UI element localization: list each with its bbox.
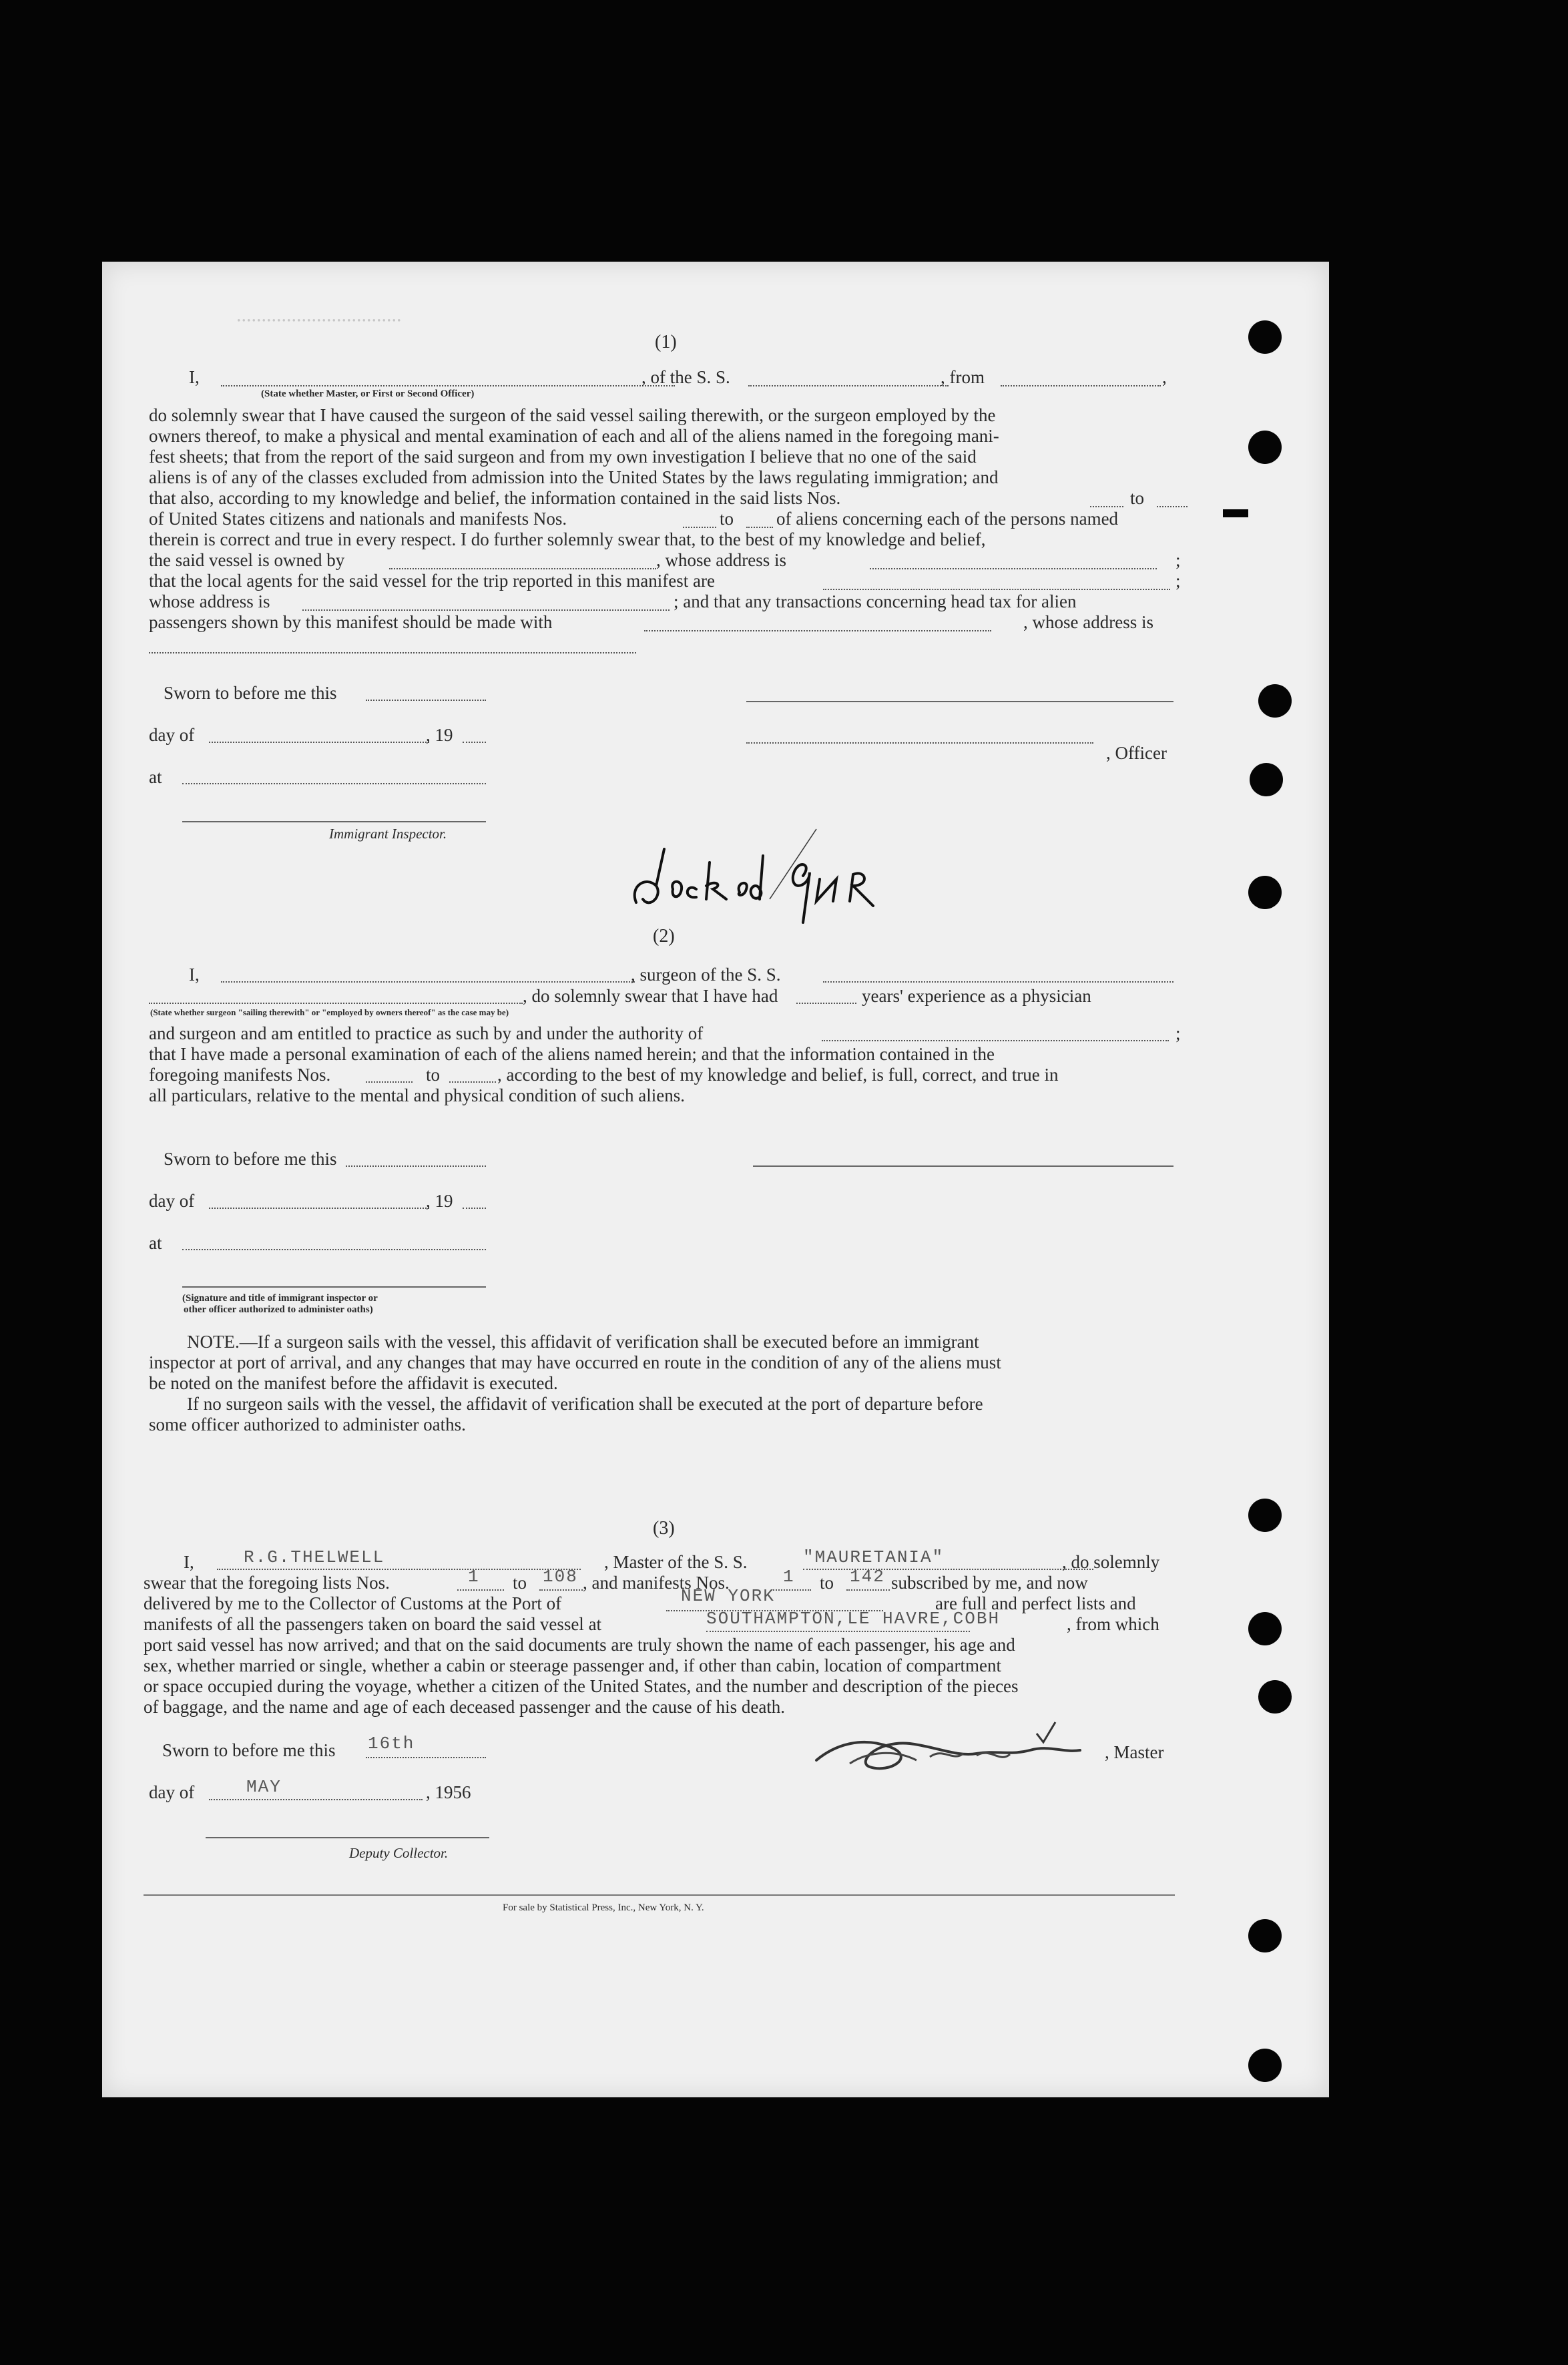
s3-list-from-blank[interactable] <box>457 1589 504 1591</box>
s2-day-blank[interactable] <box>209 1208 429 1209</box>
manifests-all-label: manifests of all the passengers taken on board the said vessel at <box>144 1614 602 1634</box>
s3-body-line: port said vessel has now arrived; and that on the said documents are truly shown the name of each passenger, his age and <box>144 1635 1015 1655</box>
list-from-value: 1 <box>468 1567 480 1587</box>
s1-year-label: , 19 <box>426 725 453 745</box>
to-label: to <box>1130 488 1145 508</box>
s2-sworn-blank[interactable] <box>346 1165 486 1167</box>
to-label: to <box>513 1573 527 1593</box>
from-label: , from <box>941 367 985 387</box>
s2-sworn-label: Sworn to before me this <box>164 1149 337 1169</box>
according-label: , according to the best of my knowledge and belief, is full, correct, and true in <box>497 1065 1059 1085</box>
binder-hole <box>1248 876 1282 909</box>
binder-hole <box>1248 1919 1282 1952</box>
s2-from-blank[interactable] <box>366 1081 413 1083</box>
list-to-value: 108 <box>543 1567 578 1587</box>
signature-hint: (Signature and title of immigrant inspector or <box>182 1293 378 1304</box>
s1-at-label: at <box>149 767 162 787</box>
master-name-value: R.G.THELWELL <box>244 1547 385 1567</box>
years-blank[interactable] <box>796 1003 856 1004</box>
s1-body-line: fest sheets; that from the report of the said surgeon and from my own investigation I believe that no one of the said <box>149 447 977 467</box>
s1-body-line: whose address is <box>149 591 270 611</box>
s2-year-label: , 19 <box>426 1191 453 1211</box>
officer-name-blank[interactable] <box>221 385 675 386</box>
s3-sworn-label: Sworn to before me this <box>162 1740 336 1760</box>
particulars-line: all particulars, relative to the mental and physical condition of such aliens. <box>149 1085 685 1105</box>
master-hint: (State whether Master, or First or Second Officer) <box>261 388 475 399</box>
s1-body-line: the said vessel is owned by <box>149 550 345 570</box>
s2-year-blank[interactable] <box>463 1208 486 1209</box>
s2-inspector-line[interactable] <box>182 1286 486 1288</box>
agents-address-blank[interactable] <box>302 609 670 611</box>
s1-day-blank[interactable] <box>209 742 429 743</box>
s3-manifest-from-blank[interactable] <box>771 1589 811 1591</box>
ports-from-value: SOUTHAMPTON,LE HAVRE,COBH <box>706 1609 1001 1629</box>
s1-body-line: therein is correct and true in every respect. I do further solemnly swear that, to the best of my knowledge and belief, <box>149 529 986 549</box>
s2-at-label: at <box>149 1233 162 1253</box>
s3-day-blank[interactable] <box>209 1799 423 1800</box>
agents-blank[interactable] <box>823 589 1170 590</box>
signature-hint: other officer authorized to administer oaths) <box>184 1304 373 1315</box>
manifest-page <box>102 262 1329 2097</box>
note-line: If no surgeon sails with the vessel, the affidavit of verification shall be executed at the port of departure before <box>187 1394 983 1414</box>
master-name-blank[interactable] <box>217 1569 581 1570</box>
s3-body-line: of baggage, and the name and age of each deceased passenger and the cause of his death. <box>144 1697 786 1717</box>
to-label: to <box>720 509 734 529</box>
binder-hole <box>1258 684 1292 718</box>
subscribed-label: subscribed by me, and now <box>891 1573 1088 1593</box>
surgeon-of-label: , surgeon of the S. S. <box>631 965 781 985</box>
full-perfect-label: are full and perfect lists and <box>935 1593 1136 1613</box>
s3-lists-label: swear that the foregoing lists Nos. <box>144 1573 390 1593</box>
printer-footer: For sale by Statistical Press, Inc., New York, N. Y. <box>503 1902 704 1913</box>
from-blank[interactable] <box>1001 385 1161 386</box>
s1-year-blank[interactable] <box>463 742 486 743</box>
of-aliens-label: of aliens concerning each of the persons named <box>776 509 1119 529</box>
s2-swear-label: , do solemnly swear that I have had <box>523 986 778 1006</box>
month-value: MAY <box>246 1777 282 1797</box>
s2-signature-line[interactable] <box>753 1165 1173 1167</box>
s3-sworn-blank[interactable] <box>366 1757 486 1758</box>
officer-blank[interactable] <box>746 742 1093 744</box>
master-label: , Master <box>1105 1742 1164 1762</box>
bleed-through-text: ................................. <box>236 316 401 332</box>
s3-body-line: sex, whether married or single, whether a cabin or steerage passenger and, if other than cabin, location of compartment <box>144 1655 1002 1675</box>
examination-line: that I have made a personal examination of each of the aliens named herein; and that the information contained in the <box>149 1044 995 1064</box>
head-tax-label: ; and that any transactions concerning head tax for alien <box>674 591 1077 611</box>
from-which-label: , from which <box>1067 1614 1159 1634</box>
manifests-from-blank[interactable] <box>683 527 716 528</box>
ship-name-blank[interactable] <box>748 385 949 386</box>
s3-swear-label: , do solemnly <box>1062 1552 1160 1572</box>
s1-body-line: passengers shown by this manifest should be made with <box>149 612 553 632</box>
lists-to-blank[interactable] <box>1157 506 1188 507</box>
binder-hole <box>1250 763 1283 796</box>
note-line: NOTE.—If a surgeon sails with the vessel, this affidavit of verification shall be executed before an immigrant <box>187 1332 979 1352</box>
lists-from-blank[interactable] <box>1090 506 1123 507</box>
head-tax-blank[interactable] <box>644 630 991 631</box>
handwritten-annotation <box>616 822 896 936</box>
s2-day-of-label: day of <box>149 1191 195 1211</box>
surgeon-name-blank[interactable] <box>221 981 635 983</box>
binder-hole <box>1248 320 1282 354</box>
officer-label: , Officer <box>1106 743 1167 763</box>
to-label: to <box>426 1065 441 1085</box>
sworn-day-value: 16th <box>368 1734 415 1754</box>
s1-sworn-label: Sworn to before me this <box>164 683 337 703</box>
s3-manifest-to-blank[interactable] <box>846 1589 890 1591</box>
binder-hole <box>1258 1680 1292 1714</box>
s2-i-label: I, <box>189 965 200 985</box>
inspector-label: Immigrant Inspector. <box>329 826 447 842</box>
semicolon: ; <box>1175 571 1181 591</box>
s1-day-of-label: day of <box>149 725 195 745</box>
binder-mark <box>1223 509 1248 517</box>
head-tax-address-blank[interactable] <box>149 652 636 653</box>
manifest-to-value: 142 <box>850 1567 885 1587</box>
s3-body-line: or space occupied during the voyage, whether a citizen of the United States, and the number and description of the pieces <box>144 1676 1019 1696</box>
s1-body-line: aliens is of any of the classes excluded from admission into the United States by the laws regulating immigration; and <box>149 467 999 487</box>
section-1-number: (1) <box>655 332 677 352</box>
semicolon: ; <box>1175 1023 1181 1043</box>
section-2-number: (2) <box>653 926 675 947</box>
section-1-line-1: I, <box>189 367 200 387</box>
owner-address-blank[interactable] <box>870 568 1157 569</box>
s3-year-label: , 1956 <box>426 1782 471 1802</box>
s1-body-line: of United States citizens and nationals and manifests Nos. <box>149 509 567 529</box>
master-of-label: , Master of the S. S. <box>604 1552 748 1572</box>
semicolon: ; <box>1175 550 1181 570</box>
of-ss-label: , of the S. S. <box>641 367 730 387</box>
s1-at-blank[interactable] <box>182 783 486 784</box>
to-label: to <box>820 1573 834 1593</box>
whose-address-label: , whose address is <box>1023 612 1153 632</box>
binder-hole <box>1248 1499 1282 1532</box>
manifests-to-blank[interactable] <box>746 527 773 528</box>
s2-to-blank[interactable] <box>449 1081 496 1083</box>
section-3-number: (3) <box>653 1518 675 1539</box>
s1-body-line: owners thereof, to make a physical and mental examination of each and all of the aliens named in the foregoing mani- <box>149 426 999 446</box>
authority-blank[interactable] <box>822 1040 1169 1041</box>
note-line: be noted on the manifest before the affidavit is executed. <box>149 1373 558 1393</box>
inspector-signature-line[interactable] <box>182 821 486 822</box>
deputy-signature-line[interactable] <box>206 1837 489 1838</box>
comma: , <box>1162 367 1167 387</box>
ports-from-blank[interactable] <box>706 1631 970 1632</box>
deputy-label: Deputy Collector. <box>349 1845 449 1861</box>
authority-label: and surgeon and am entitled to practice as such by and under the authority of <box>149 1023 704 1043</box>
surgeon-hint: (State whether surgeon "sailing therewith" or "employed by owners thereof" as the case may be) <box>150 1007 509 1017</box>
binder-hole <box>1248 2049 1282 2082</box>
s3-list-to-blank[interactable] <box>539 1589 583 1591</box>
years-label: years' experience as a physician <box>862 986 1091 1006</box>
s1-signature-line[interactable] <box>746 701 1173 702</box>
s1-body-line: that the local agents for the said vessel for the trip reported in this manifest are <box>149 571 715 591</box>
s3-i-label: I, <box>184 1552 194 1572</box>
whose-address-label: , whose address is <box>656 550 786 570</box>
master-signature <box>810 1710 1090 1784</box>
note-line: some officer authorized to administer oaths. <box>149 1414 466 1434</box>
s2-ship-blank[interactable] <box>823 981 1173 983</box>
owner-blank[interactable] <box>389 568 656 569</box>
binder-hole <box>1248 431 1282 464</box>
note-line: inspector at port of arrival, and any changes that may have occurred en route in the condition of any of the aliens must <box>149 1352 1001 1372</box>
s3-ship-blank[interactable] <box>803 1569 1093 1570</box>
s1-body-line: that also, according to my knowledge and belief, the information contained in the said lists Nos. <box>149 488 841 508</box>
manifests-label: , and manifests Nos. <box>583 1573 730 1593</box>
footer-rule <box>144 1894 1175 1896</box>
ship-value: "MAURETANIA" <box>803 1547 945 1567</box>
port-value: NEW YORK <box>681 1586 775 1606</box>
manifest-from-value: 1 <box>783 1567 795 1587</box>
s1-body-line: do solemnly swear that I have caused the surgeon of the said vessel sailing therewith, or the surgeon employed by the <box>149 405 996 425</box>
s3-day-of-label: day of <box>149 1782 195 1802</box>
foregoing-label: foregoing manifests Nos. <box>149 1065 331 1085</box>
surgeon-status-blank[interactable] <box>149 1003 523 1004</box>
binder-hole <box>1248 1612 1282 1645</box>
s1-sworn-blank[interactable] <box>366 700 486 701</box>
delivered-label: delivered by me to the Collector of Customs at the Port of <box>144 1593 562 1613</box>
s2-at-blank[interactable] <box>182 1249 486 1250</box>
